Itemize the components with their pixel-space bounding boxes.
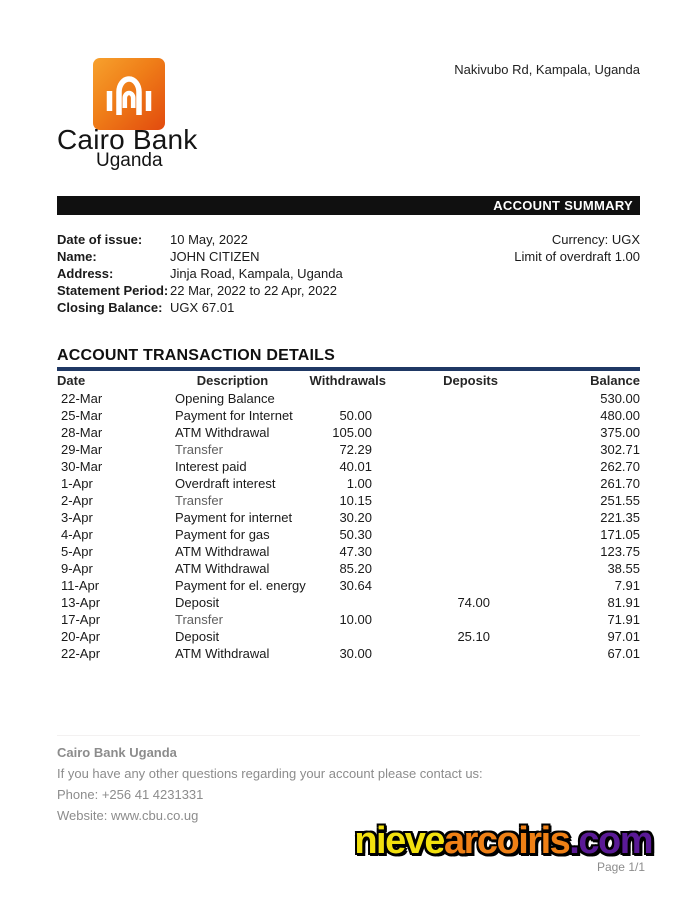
section-divider [57, 367, 640, 371]
cell-withdrawal [290, 594, 386, 611]
transaction-table [57, 373, 640, 662]
cell-withdrawal: 10.15 [339, 493, 372, 508]
cell-withdrawal: 72.29 [339, 442, 372, 457]
table-row [57, 441, 640, 458]
cell-date: 1-Apr [61, 476, 93, 491]
cell-date: 2-Apr [61, 493, 93, 508]
column-header-withdrawals: Withdrawals [309, 373, 386, 388]
field-value: 10 May, 2022 [170, 232, 248, 247]
cell-description: Payment for gas [175, 527, 270, 542]
cell-withdrawal: 30.64 [339, 578, 372, 593]
cell-balance: 302.71 [600, 442, 640, 457]
field-value: Jinja Road, Kampala, Uganda [170, 266, 343, 281]
table-row [57, 543, 640, 560]
cell-date: 4-Apr [61, 527, 93, 542]
table-row [57, 424, 640, 441]
bank-address: Nakivubo Rd, Kampala, Uganda [454, 62, 640, 77]
cell-description: Overdraft interest [175, 476, 276, 491]
cell-withdrawal [290, 390, 386, 407]
cell-description: Payment for Internet [175, 408, 293, 423]
cell-withdrawal: 10.00 [339, 612, 372, 627]
cell-date: 20-Apr [61, 629, 101, 644]
cell-withdrawal: 47.30 [339, 544, 372, 559]
cell-date: 3-Apr [61, 510, 93, 525]
cell-description: Transfer [175, 612, 223, 627]
column-header-deposits: Deposits [443, 373, 498, 388]
cell-withdrawal: 40.01 [339, 459, 372, 474]
arch-icon [93, 58, 165, 130]
cell-deposit: 25.10 [457, 629, 490, 644]
cell-date: 5-Apr [61, 544, 93, 559]
field-label: Date of issue: [57, 232, 143, 247]
cell-balance: 480.00 [600, 408, 640, 423]
cell-description: ATM Withdrawal [175, 561, 270, 576]
cell-balance: 7.91 [614, 578, 640, 593]
cell-deposit [386, 441, 498, 458]
cell-deposit: 74.00 [457, 595, 490, 610]
cell-deposit [386, 407, 498, 424]
cell-deposit [386, 390, 498, 407]
cell-withdrawal: 30.00 [339, 646, 372, 661]
cell-deposit [386, 475, 498, 492]
cell-description: Deposit [175, 595, 220, 610]
cell-deposit [386, 560, 498, 577]
cell-deposit [386, 509, 498, 526]
cell-deposit [386, 492, 498, 509]
summary-field [57, 282, 343, 299]
field-value: JOHN CITIZEN [170, 249, 260, 264]
cell-description: ATM Withdrawal [175, 544, 270, 559]
table-row [57, 611, 640, 628]
cell-date: 30-Mar [61, 459, 103, 474]
cell-balance: 71.91 [607, 612, 640, 627]
cell-description: Opening Balance [175, 391, 275, 406]
cell-balance: 530.00 [600, 391, 640, 406]
cell-description: Payment for el. energy [175, 578, 306, 593]
watermark [354, 820, 652, 863]
cell-description: Payment for internet [175, 510, 293, 525]
bank-logo [93, 58, 165, 130]
table-row [57, 475, 640, 492]
cell-deposit [386, 526, 498, 543]
cell-date: 17-Apr [61, 612, 101, 627]
cell-balance: 38.55 [607, 561, 640, 576]
summary-field [57, 299, 343, 316]
cell-deposit [386, 645, 498, 662]
cell-balance: 221.35 [600, 510, 640, 525]
bank-name: Cairo Bank [57, 124, 198, 155]
watermark-part1: nieve [354, 820, 444, 862]
column-header-date: Date [57, 373, 86, 388]
field-value: 22 Mar, 2022 to 22 Apr, 2022 [170, 283, 337, 298]
summary-currency-block [514, 231, 640, 265]
table-row [57, 509, 640, 526]
cell-date: 9-Apr [61, 561, 93, 576]
cell-deposit [386, 458, 498, 475]
field-label: Name: [57, 249, 97, 264]
cell-balance: 375.00 [600, 425, 640, 440]
currency-label: Currency: UGX [551, 232, 640, 247]
summary-field [57, 265, 343, 282]
cell-balance: 171.05 [600, 527, 640, 542]
cell-balance: 81.91 [607, 595, 640, 610]
summary-fields [57, 231, 343, 316]
cell-balance: 123.75 [600, 544, 640, 559]
cell-balance: 67.01 [607, 646, 640, 661]
cell-description: ATM Withdrawal [175, 646, 270, 661]
field-label: Closing Balance: [57, 300, 163, 315]
table-row [57, 390, 640, 407]
table-row [57, 594, 640, 611]
table-row [57, 645, 640, 662]
cell-description: Transfer [175, 493, 223, 508]
cell-withdrawal: 1.00 [346, 476, 372, 491]
cell-date: 29-Mar [61, 442, 103, 457]
summary-field [57, 231, 343, 248]
cell-balance: 251.55 [600, 493, 640, 508]
table-header-row [57, 373, 640, 389]
cell-balance: 97.01 [607, 629, 640, 644]
table-row [57, 526, 640, 543]
cell-date: 25-Mar [61, 408, 103, 423]
cell-withdrawal: 50.00 [339, 408, 372, 423]
cell-withdrawal: 30.20 [339, 510, 372, 525]
table-row [57, 577, 640, 594]
table-row [57, 560, 640, 577]
footer-bank-name: Cairo Bank Uganda [57, 745, 177, 760]
table-row [57, 407, 640, 424]
cell-balance: 261.70 [600, 476, 640, 491]
cell-balance: 262.70 [600, 459, 640, 474]
cell-withdrawal: 85.20 [339, 561, 372, 576]
bank-region: Uganda [96, 150, 163, 171]
field-label: Statement Period: [57, 283, 169, 298]
cell-description: Deposit [175, 629, 220, 644]
page-number: Page 1/1 [596, 860, 645, 874]
account-summary-header: ACCOUNT SUMMARY [57, 196, 640, 215]
cell-description: Interest paid [175, 459, 247, 474]
cell-description: Transfer [175, 442, 223, 457]
cell-deposit [386, 577, 498, 594]
footer [57, 735, 640, 826]
field-value: UGX 67.01 [170, 300, 235, 315]
field-label: Address: [57, 266, 114, 281]
footer-website: Website: www.cbu.co.ug [57, 808, 199, 823]
cell-date: 22-Mar [61, 391, 103, 406]
table-row [57, 492, 640, 509]
footer-phone: Phone: +256 41 4231331 [57, 787, 204, 802]
cell-withdrawal: 105.00 [332, 425, 372, 440]
cell-date: 13-Apr [61, 595, 101, 610]
cell-withdrawal: 50.30 [339, 527, 372, 542]
cell-date: 22-Apr [61, 646, 101, 661]
column-header-balance: Balance [590, 373, 640, 388]
transaction-rows [57, 390, 640, 662]
cell-date: 28-Mar [61, 425, 103, 440]
overdraft-limit-label: Limit of overdraft 1.00 [514, 249, 640, 264]
watermark-part2: arcoiris [443, 820, 570, 862]
watermark-part3: .com [569, 820, 652, 862]
summary-field [57, 248, 343, 265]
cell-deposit [386, 424, 498, 441]
cell-date: 11-Apr [61, 578, 100, 593]
transaction-details-title: ACCOUNT TRANSACTION DETAILS [57, 347, 335, 364]
cell-deposit [386, 611, 498, 628]
table-row [57, 458, 640, 475]
table-row [57, 628, 640, 645]
cell-description: ATM Withdrawal [175, 425, 270, 440]
column-header-description: Description [196, 373, 269, 388]
cell-withdrawal [290, 628, 386, 645]
cell-deposit [386, 543, 498, 560]
footer-contact-line: If you have any other questions regarding your account please contact us: [57, 766, 483, 781]
